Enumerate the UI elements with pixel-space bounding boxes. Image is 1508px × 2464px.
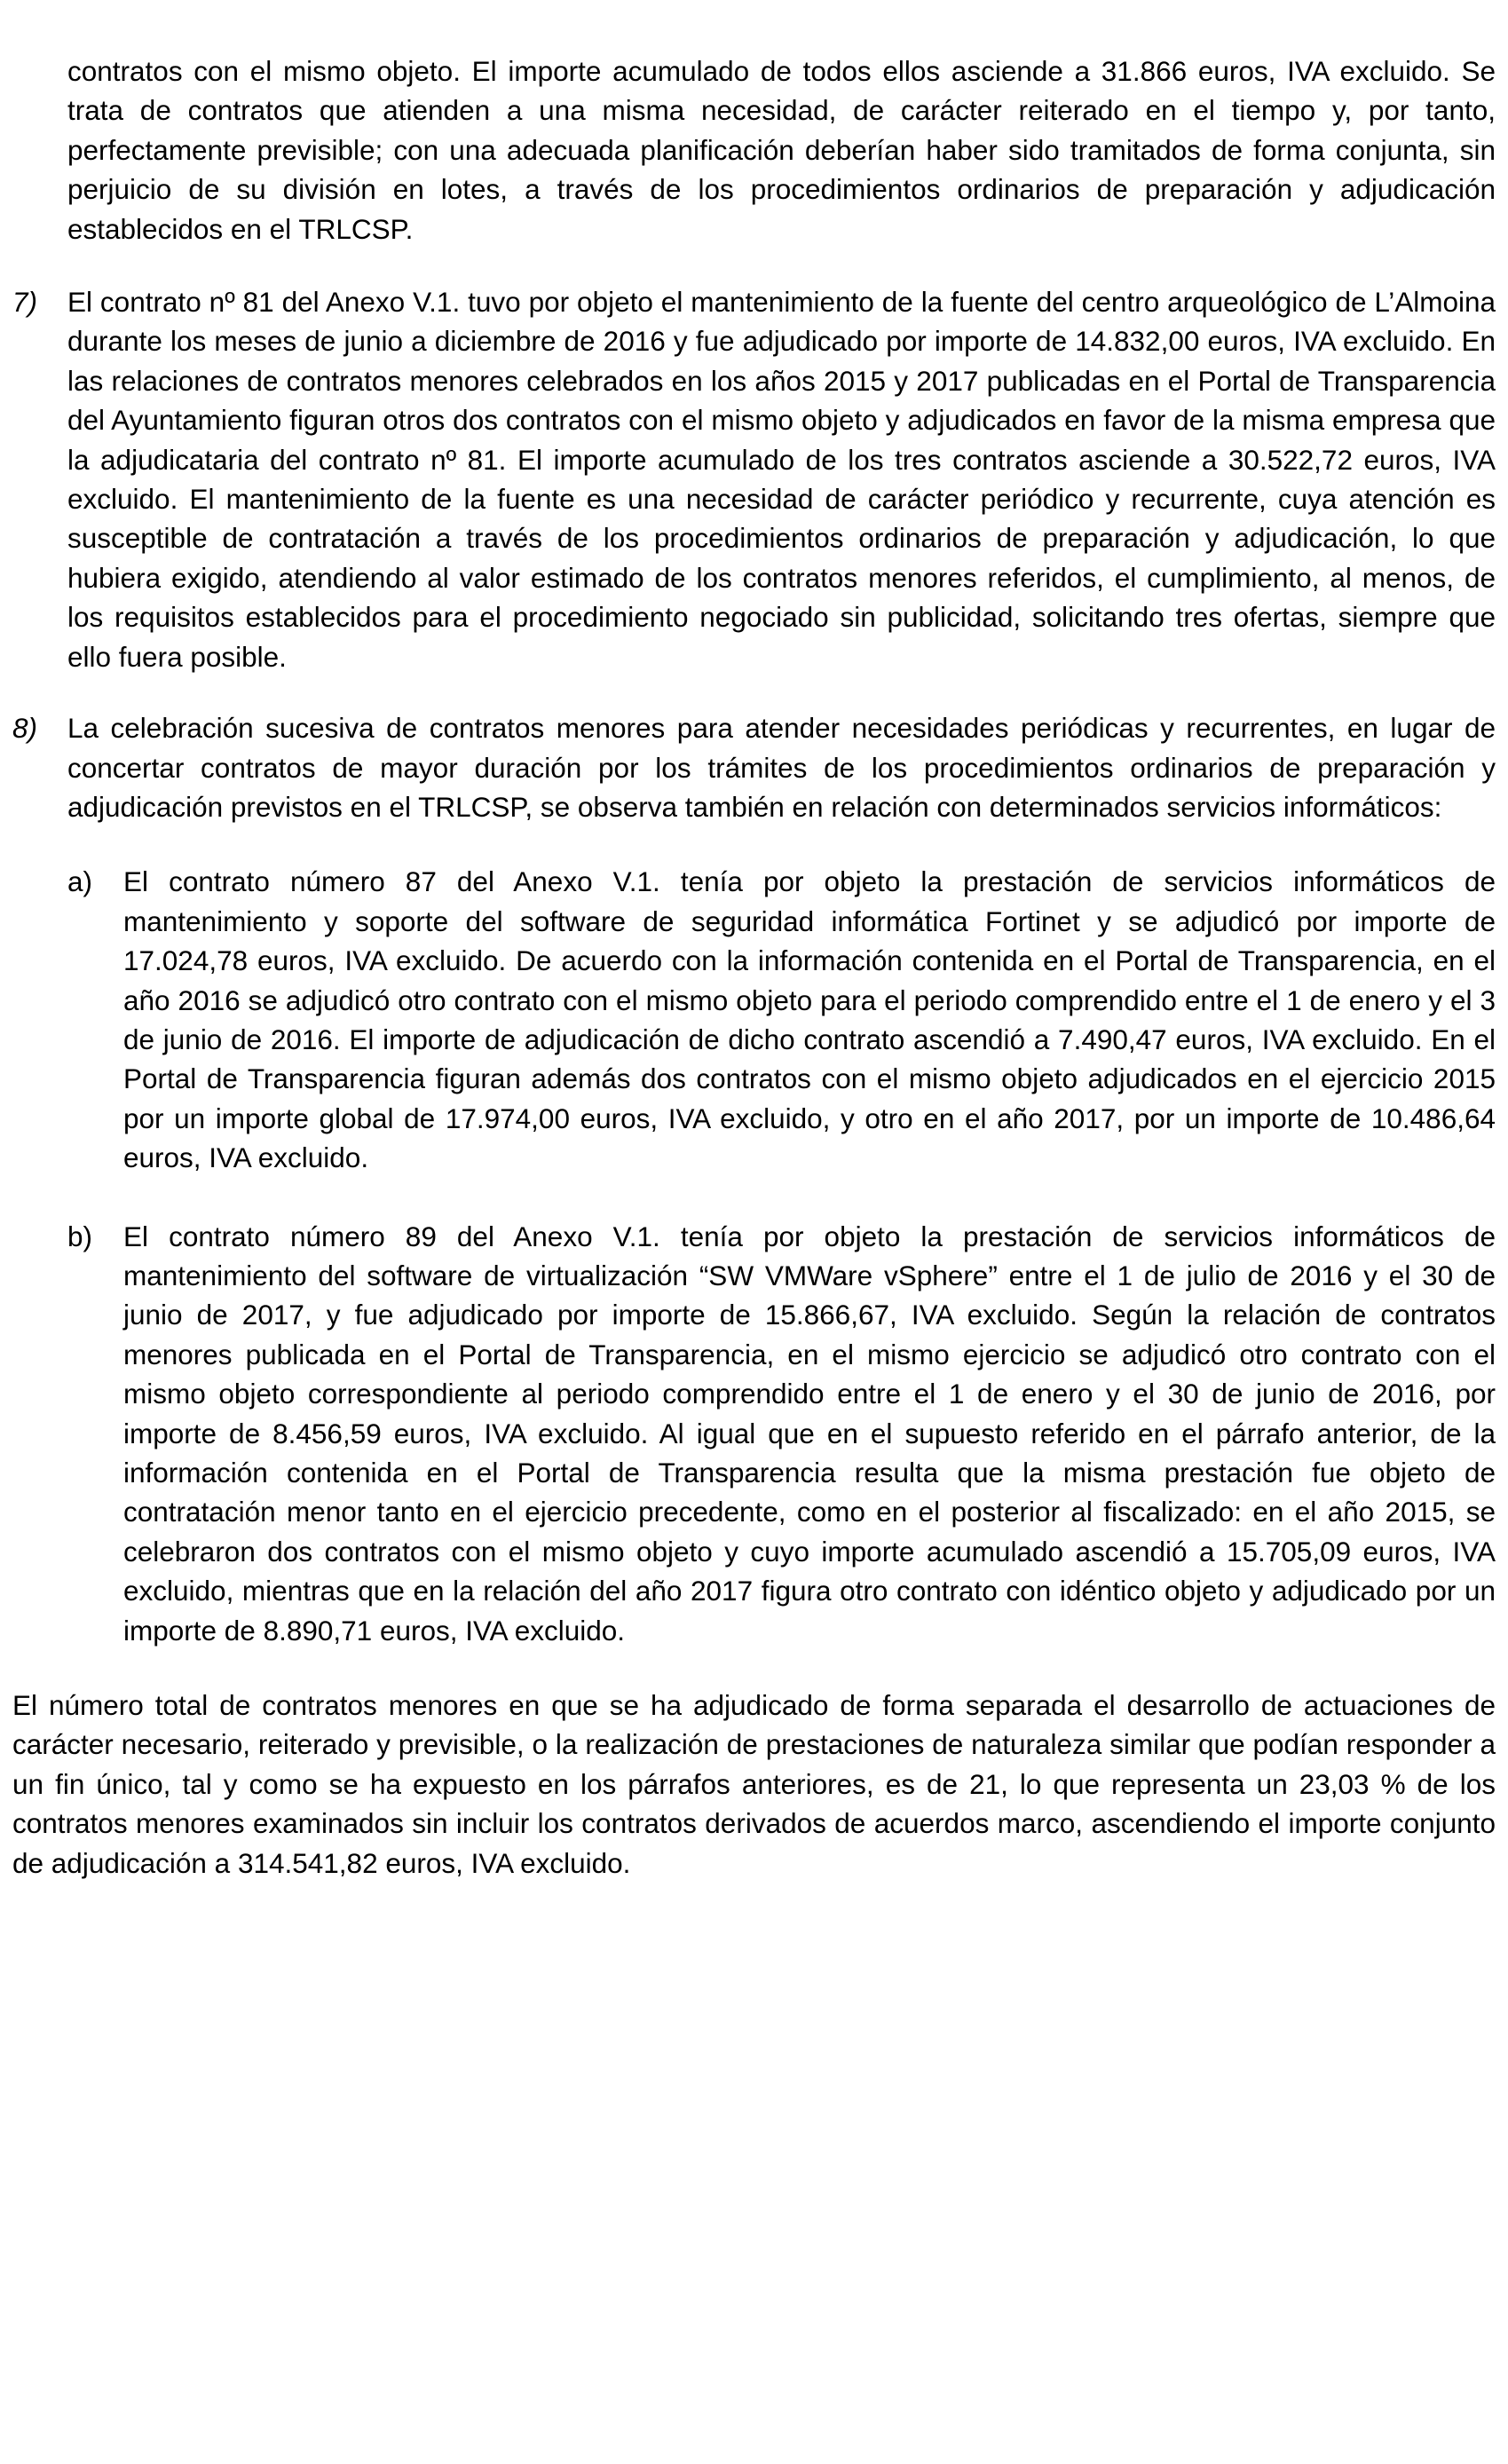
item-text: El contrato nº 81 del Anexo V.1. tuvo por objeto el mantenimiento de la fuente del centro arqueológico de L’Almoina durante los meses de junio a diciembre de 2016 y fue adjudicado por importe de 14.832,00 euros, IVA excluido. En las relaciones de contratos menores celebrados en los años 2015 y 2017 publicadas en el Portal de Transparencia del Ayuntamiento figuran otros dos contratos con el mismo objeto y adjudicados en favor de la misma empresa que la adjudicataria del contrato nº 81. El importe acumulado de los tres contratos asciende a 30.522,72 euros, IVA excluido. El mantenimiento de la fuente es una necesidad de carácter periódico y recurrente, cuya atención es susceptible de contratación a través de los procedimientos ordinarios de preparación y adjudicación, lo que hubiera exigido, atendiendo al valor estimado de los contratos menores referidos, el cumplimiento, al menos, de los requisitos establecidos para el procedimiento negociado sin publicidad, solicitando tres ofertas, siempre que ello fuera posible. bbox=[67, 286, 1496, 673]
sub-item-marker: b) bbox=[67, 1220, 93, 1252]
closing-paragraph: El número total de contratos menores en que se ha adjudicado de forma separada el desarrollo de actuaciones de carácter necesario, reiterado y previsible, o la realización de prestaciones de naturaleza similar que podían responder a un fin único, tal y como se ha expuesto en los párrafos anteriores, es de 21, lo que representa un 23,03 % de los contratos menores examinados sin incluir los contratos derivados de acuerdos marco, ascendiendo el importe conjunto de adjudicación a 314.541,82 euros, IVA excluido. bbox=[12, 1689, 1496, 1879]
item-marker: 8) bbox=[12, 712, 38, 745]
sub-item-text: El contrato número 89 del Anexo V.1. tenía por objeto la prestación de servicios informáticos de mantenimiento del software de virtualización “SW VMWare vSphere” entre el 1 de julio de 2016 y el 30 de junio de 2017, y fue adjudicado por importe de 15.866,67, IVA excluido. Según la relación de contratos menores publicada en el Portal de Transparencia, en el mismo ejercicio se adjudicó otro contrato con el mismo objeto correspondiente al periodo comprendido entre el 1 de enero y el 30 de junio de 2016, por importe de 8.456,59 euros, IVA excluido. Al igual que en el supuesto referido en el párrafo anterior, de la información contenida en el Portal de Transparencia resulta que la misma prestación fue objeto de contratación menor tanto en el ejercicio precedente, como en el posterior al fiscalizado: en el año 2015, se celebraron dos contratos con el mismo objeto y cuyo importe acumulado ascendió a 15.705,09 euros, IVA excluido, mientras que en la relación del año 2017 figura otro contrato con idéntico objeto y adjudicado por un importe de 8.890,71 euros, IVA excluido. bbox=[123, 1220, 1496, 1647]
item-marker: 7) bbox=[12, 286, 38, 319]
sub-item-marker: a) bbox=[67, 865, 93, 898]
numbered-item-8 bbox=[12, 708, 1496, 826]
sub-item-a bbox=[12, 862, 1496, 1177]
numbered-item-7 bbox=[12, 282, 1496, 676]
item-text: La celebración sucesiva de contratos menores para atender necesidades periódicas y recurrentes, en lugar de concertar contratos de mayor duración por los trámites de los procedimientos ordinarios de preparación y adjudicación previstos en el TRLCSP, se observa también en relación con determinados servicios informáticos: bbox=[67, 712, 1496, 823]
document-page bbox=[12, 51, 1496, 1883]
intro-paragraph: contratos con el mismo objeto. El importe acumulado de todos ellos asciende a 31.866 euros, IVA excluido. Se trata de contratos que atienden a una misma necesidad, de carácter reiterado en el tiempo y, por tanto, perfectamente previsible; con una adecuada planificación deberían haber sido tramitados de forma conjunta, sin perjuicio de su división en lotes, a través de los procedimientos ordinarios de preparación y adjudicación establecidos en el TRLCSP. bbox=[67, 55, 1496, 245]
sub-item-text: El contrato número 87 del Anexo V.1. tenía por objeto la prestación de servicios informáticos de mantenimiento y soporte del software de seguridad informática Fortinet y se adjudicó por importe de 17.024,78 euros, IVA excluido. De acuerdo con la información contenida en el Portal de Transparencia, en el año 2016 se adjudicó otro contrato con el mismo objeto para el periodo comprendido entre el 1 de enero y el 3 de junio de 2016. El importe de adjudicación de dicho contrato ascendió a 7.490,47 euros, IVA excluido. En el Portal de Transparencia figuran además dos contratos con el mismo objeto adjudicados en el ejercicio 2015 por un importe global de 17.974,00 euros, IVA excluido, y otro en el año 2017, por un importe de 10.486,64 euros, IVA excluido. bbox=[123, 865, 1496, 1174]
sub-item-b bbox=[12, 1217, 1496, 1650]
